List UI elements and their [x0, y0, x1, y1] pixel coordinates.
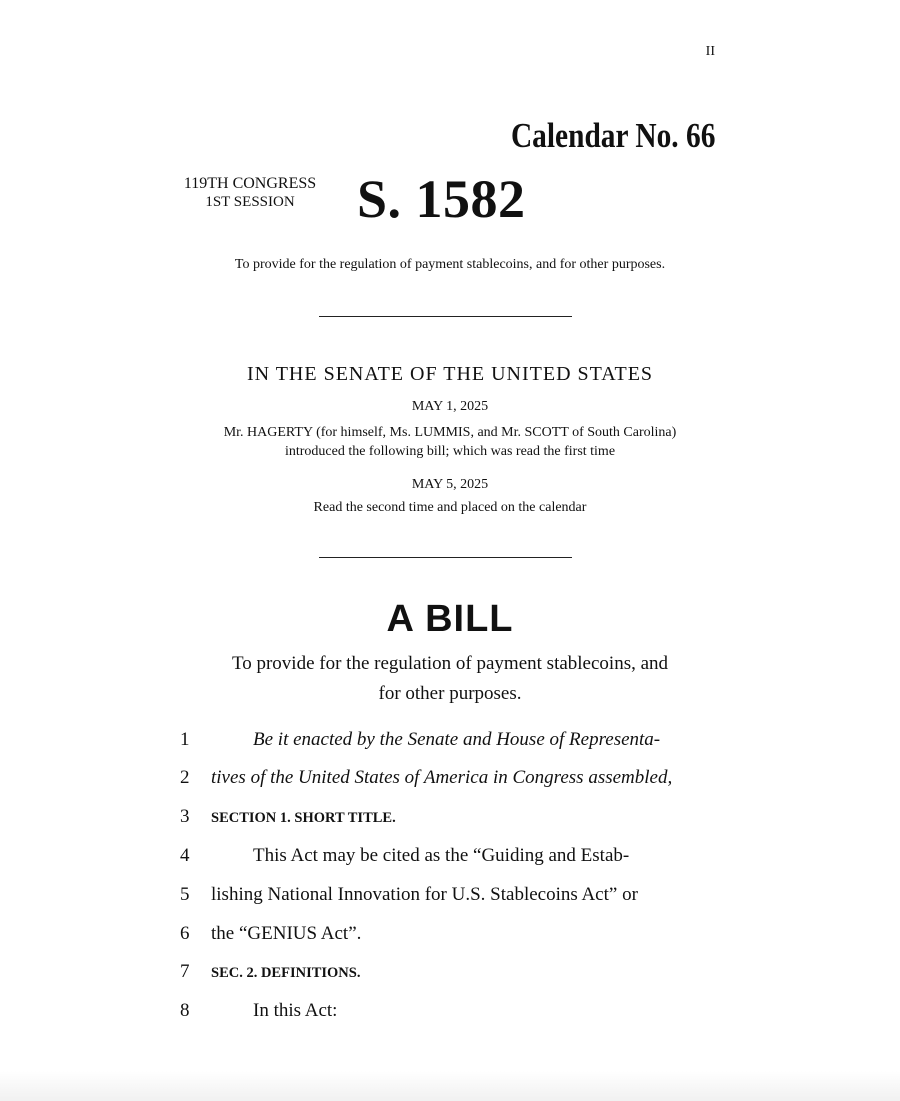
line-number: 5 — [180, 884, 190, 905]
calendar-date: MAY 5, 2025 — [411, 477, 489, 492]
sponsors-line: Mr. HAGERTY (for himself, Ms. LUMMIS, and Mr. SCOTT of South Carolina) — [223, 425, 677, 440]
short-purpose: To provide for the regulation of payment stablecoins, and for other purposes. — [234, 257, 666, 272]
line-number: 1 — [180, 729, 190, 750]
document-type: A BILL — [386, 598, 514, 640]
introduced-date: MAY 1, 2025 — [411, 399, 489, 414]
long-title-line: for other purposes. — [378, 683, 522, 704]
body-text: This Act may be cited as the “Guiding and Estab- — [253, 845, 630, 866]
bill-line — [180, 961, 720, 991]
section-heading: SECTION 1. SHORT TITLE. — [211, 810, 396, 826]
line-number: 8 — [180, 1000, 190, 1021]
bill-line — [180, 1000, 720, 1030]
divider-rule — [319, 316, 572, 317]
divider-rule — [319, 557, 572, 558]
line-number: 7 — [180, 961, 190, 982]
calendar-number: Calendar No. 66 — [510, 116, 715, 155]
line-number: 2 — [180, 767, 190, 788]
section-heading: SEC. 2. DEFINITIONS. — [211, 965, 361, 981]
body-text: lishing National Innovation for U.S. Stablecoins Act” or — [211, 884, 638, 905]
introduction-note: introduced the following bill; which was read the first time — [284, 444, 616, 459]
long-title-line: To provide for the regulation of payment stablecoins, and — [231, 653, 669, 674]
chamber-heading: IN THE SENATE OF THE UNITED STATES — [246, 363, 654, 385]
enacting-clause: Be it enacted by the Senate and House of Representa- — [253, 729, 661, 750]
enacting-clause: tives of the United States of America in Congress assembled, — [211, 767, 673, 788]
session-line: 1ST SESSION — [205, 194, 295, 210]
line-number: 6 — [180, 923, 190, 944]
line-number: 3 — [180, 806, 190, 827]
bill-number: S. 1582 — [357, 169, 526, 229]
calendar-action: Read the second time and placed on the calendar — [313, 500, 587, 515]
bill-line — [180, 845, 720, 875]
page-bottom-shadow — [0, 1071, 900, 1101]
bill-line — [180, 767, 720, 797]
bill-line — [180, 923, 720, 953]
congress-line: 119TH CONGRESS — [183, 175, 317, 192]
body-text: the “GENIUS Act”. — [211, 923, 362, 944]
page-id: II — [705, 44, 715, 59]
bill-line — [180, 884, 720, 914]
congress-session — [165, 175, 335, 211]
line-number: 4 — [180, 845, 190, 866]
bill-line — [180, 729, 720, 759]
body-text: In this Act: — [253, 1000, 338, 1021]
bill-line — [180, 806, 720, 836]
